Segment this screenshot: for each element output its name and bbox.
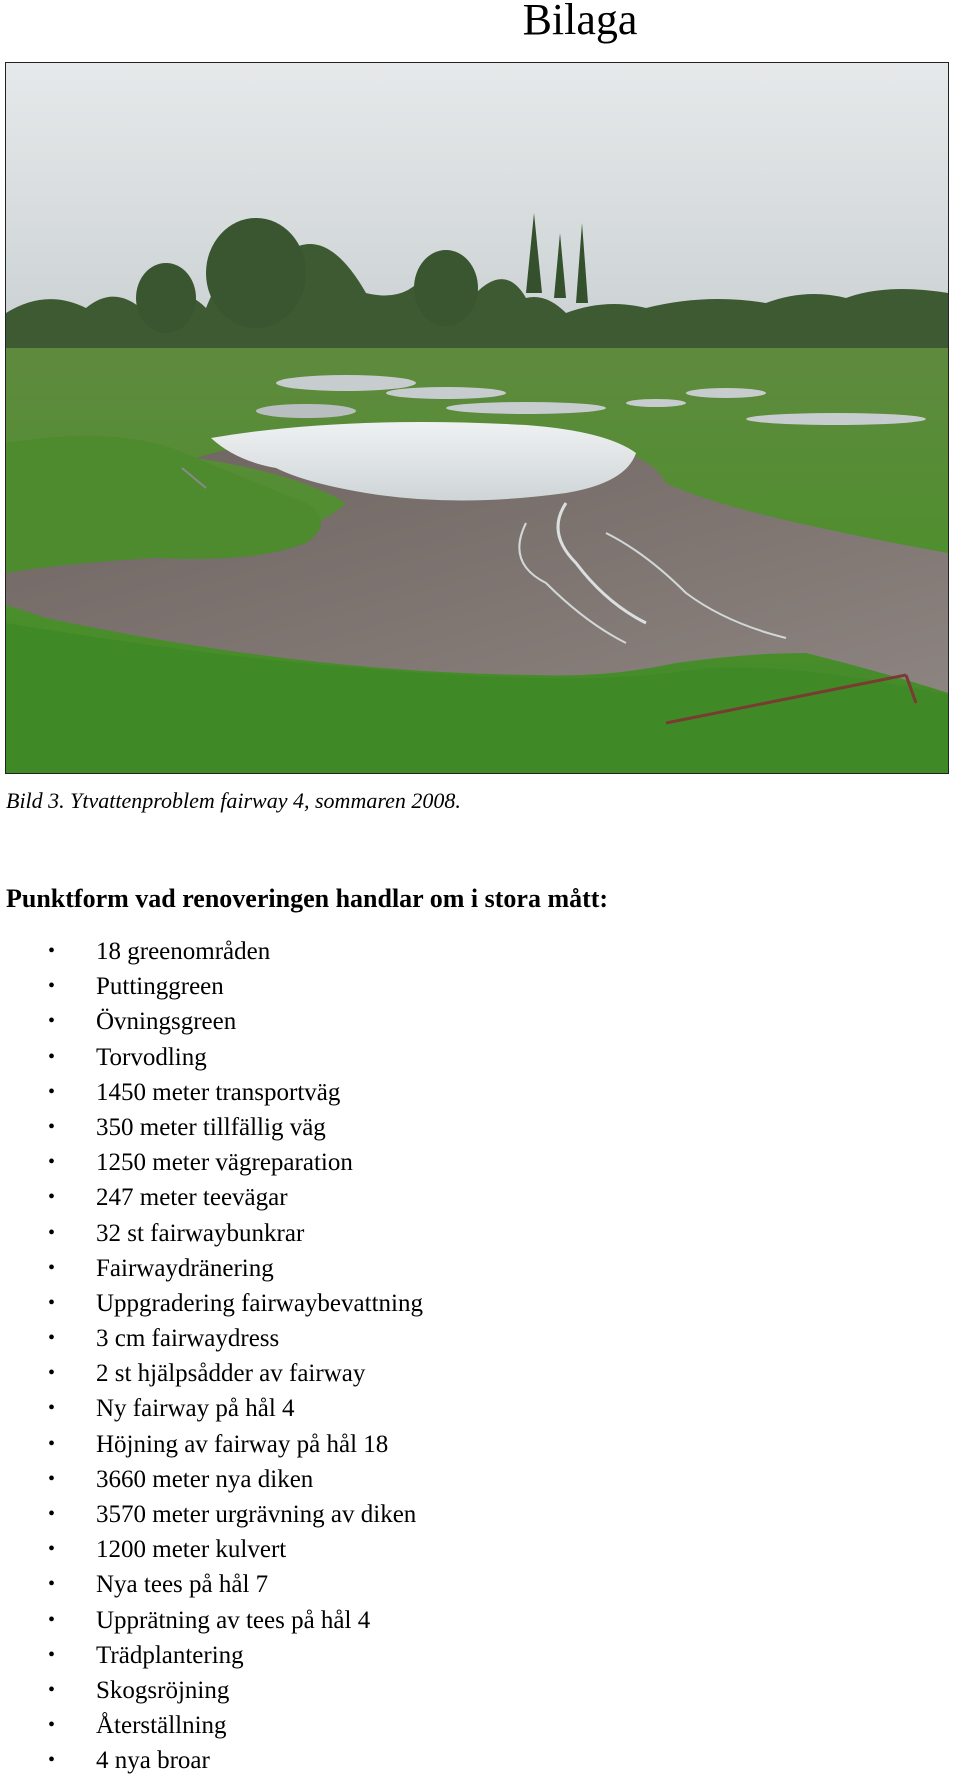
list-item-text: Höjning av fairway på hål 18 xyxy=(96,1430,389,1458)
list-item-text: Ny fairway på hål 4 xyxy=(96,1395,295,1423)
bullet-icon: • xyxy=(48,1538,56,1561)
bullet-icon: • xyxy=(48,1115,56,1138)
list-item-text: 3660 meter nya diken xyxy=(96,1465,314,1493)
bullet-icon: • xyxy=(48,1643,56,1666)
list-item-text: Puttinggreen xyxy=(96,973,224,1001)
list-item-text: Fairwaydränering xyxy=(96,1254,274,1282)
bullet-icon: • xyxy=(48,975,56,998)
list-item-text: Nya tees på hål 7 xyxy=(96,1571,269,1599)
list-item-text: Återställning xyxy=(96,1712,227,1740)
list-item-text: Trädplantering xyxy=(96,1641,244,1669)
bullet-icon: • xyxy=(48,1608,56,1631)
list-item-text: Upprätning av tees på hål 4 xyxy=(96,1606,371,1634)
list-item-text: 3 cm fairwaydress xyxy=(96,1325,280,1353)
list-item-text: 4 nya broar xyxy=(96,1747,210,1775)
bullet-icon: • xyxy=(48,1045,56,1068)
list-item-text: 1200 meter kulvert xyxy=(96,1536,287,1564)
bullet-icon: • xyxy=(48,1010,56,1033)
fairway-photo xyxy=(5,62,949,774)
list-item-text: 18 greenområden xyxy=(96,938,271,965)
bullet-icon: • xyxy=(48,940,56,962)
bullet-icon: • xyxy=(48,1221,56,1244)
bullet-icon: • xyxy=(48,1291,56,1314)
list-item-text: 2 st hjälpsådder av fairway xyxy=(96,1360,366,1388)
bullet-icon: • xyxy=(48,1397,56,1420)
page-title: Bilaga xyxy=(522,0,638,44)
figure-caption: Bild 3. Ytvattenproblem fairway 4, sommaren 2008. xyxy=(6,788,461,813)
list-item-text: 1450 meter transportväg xyxy=(96,1078,341,1106)
bullet-icon: • xyxy=(48,1573,56,1596)
list-item-text: 1250 meter vägreparation xyxy=(96,1149,353,1177)
bullet-icon: • xyxy=(48,1151,56,1174)
list-item-text: 32 st fairwaybunkrar xyxy=(96,1219,305,1247)
bullet-icon: • xyxy=(48,1362,56,1385)
list-item-text: 247 meter teevägar xyxy=(96,1184,288,1212)
bullet-icon: • xyxy=(48,1080,56,1103)
bullet-icon: • xyxy=(48,1467,56,1490)
bullet-icon: • xyxy=(48,1678,56,1701)
list-item-text: 350 meter tillfällig väg xyxy=(96,1113,326,1141)
bullet-icon: • xyxy=(48,1186,56,1209)
bullet-icon: • xyxy=(48,1256,56,1279)
list-item-text: Uppgradering fairwaybevattning xyxy=(96,1289,423,1317)
bullet-icon: • xyxy=(48,1327,56,1350)
section-heading: Punktform vad renoveringen handlar om i stora mått: xyxy=(6,884,609,913)
bullet-icon: • xyxy=(48,1714,56,1737)
list-item-text: 3570 meter urgrävning av diken xyxy=(96,1501,417,1528)
list-item-text: Övningsgreen xyxy=(96,1008,237,1036)
flooded-fairway-image xyxy=(6,63,948,773)
list-item-text: Skogsröjning xyxy=(96,1676,230,1704)
bullet-icon: • xyxy=(48,1749,56,1772)
list-item-text: Torvodling xyxy=(96,1043,207,1071)
bullet-icon: • xyxy=(48,1503,56,1525)
bullet-icon: • xyxy=(48,1432,56,1455)
